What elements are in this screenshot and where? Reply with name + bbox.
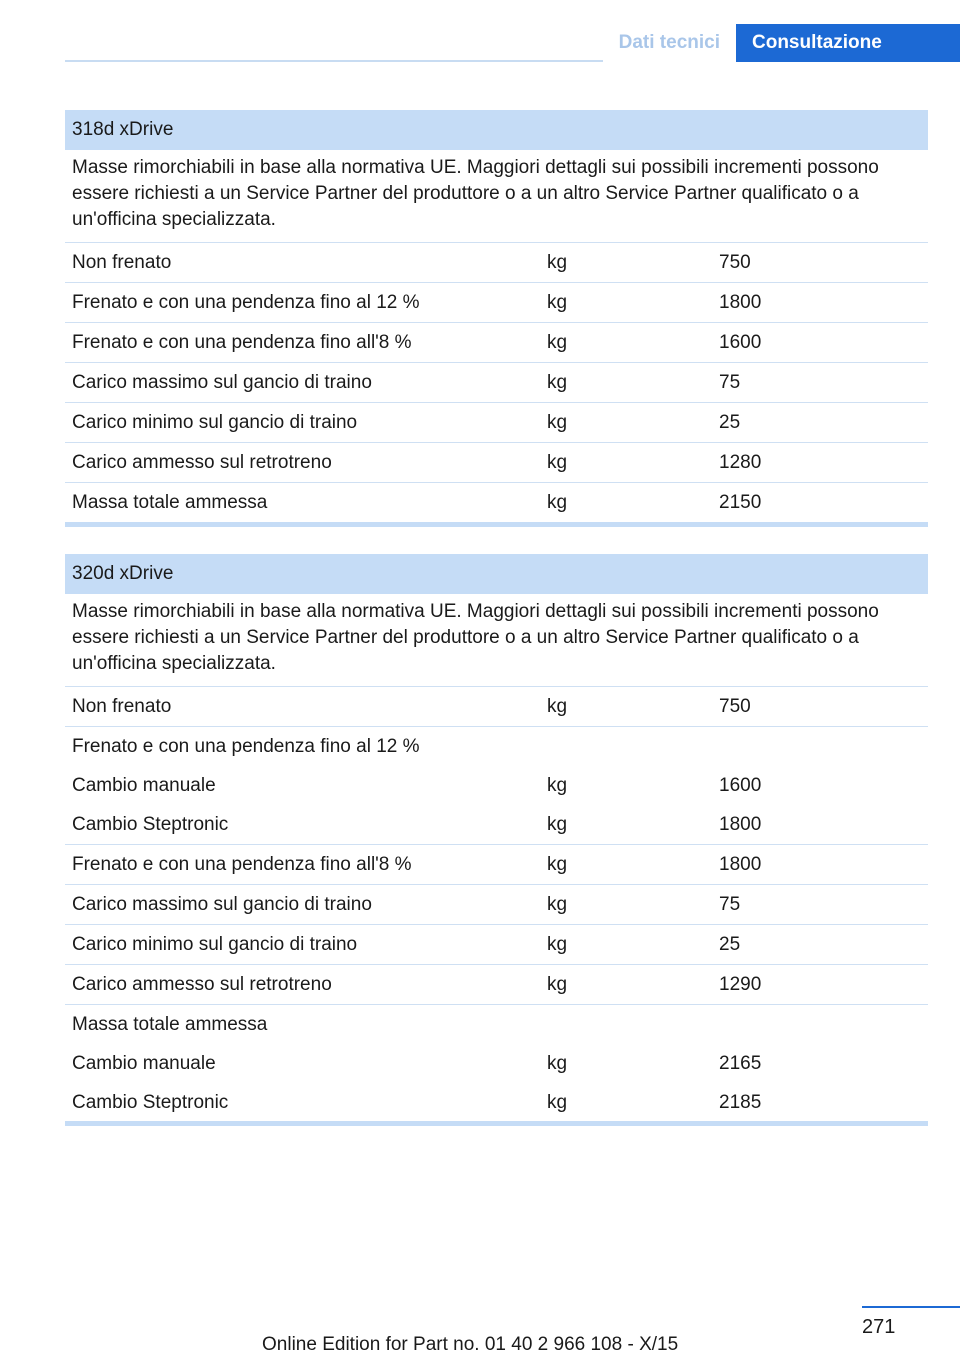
row-value: 1800 [719, 291, 762, 313]
row-unit: kg [547, 331, 568, 353]
row-label: Cambio Steptronic [72, 813, 229, 835]
row-label: Non frenato [72, 695, 172, 717]
table-row [65, 243, 928, 283]
row-value: 2150 [719, 491, 762, 513]
row-unit: kg [547, 291, 568, 313]
table-row [65, 323, 928, 363]
row-label: Carico ammesso sul retrotreno [72, 973, 332, 995]
table-row [65, 925, 928, 965]
row-label: Cambio manuale [72, 774, 216, 796]
row-label: Carico massimo sul gancio di traino [72, 893, 372, 915]
row-unit: kg [547, 813, 568, 835]
row-value: 1280 [719, 451, 762, 473]
row-value: 750 [719, 695, 751, 717]
table-row [65, 483, 928, 523]
row-label: Frenato e con una pendenza fino all'8 % [72, 331, 412, 353]
row-unit: kg [547, 933, 568, 955]
row-unit: kg [547, 695, 568, 717]
section-nav [603, 24, 960, 62]
row-value: 1600 [719, 774, 762, 796]
row-label: Carico massimo sul gancio di traino [72, 371, 372, 393]
row-value: 2185 [719, 1091, 762, 1113]
row-label: Carico minimo sul gancio di traino [72, 411, 358, 433]
table-row [65, 845, 928, 885]
row-unit: kg [547, 973, 568, 995]
table-intro: Masse rimorchiabili in base alla normativa UE. Maggiori dettagli sui possibili incrementi possono essere richiesti a un Service Partner del produttore o a un altro Service Partner qualificato o a un'officina specializzata. [65, 594, 928, 687]
page-number: 271 [862, 1316, 896, 1338]
table-row [65, 403, 928, 443]
table-row [65, 443, 928, 483]
row-unit: kg [547, 251, 568, 273]
row-label: Frenato e con una pendenza fino al 12 % [72, 291, 420, 313]
row-label: Cambio manuale [72, 1052, 216, 1074]
row-label: Massa totale ammessa [72, 1013, 268, 1035]
row-value: 75 [719, 371, 741, 393]
row-value: 75 [719, 893, 741, 915]
row-label: Carico minimo sul gancio di traino [72, 933, 358, 955]
row-value: 1800 [719, 813, 762, 835]
table-title: 318d xDrive [65, 110, 928, 150]
row-value: 1600 [719, 331, 762, 353]
row-unit: kg [547, 451, 568, 473]
table-row [65, 1083, 928, 1122]
row-unit: kg [547, 1091, 568, 1113]
table-row [65, 965, 928, 1005]
row-unit: kg [547, 491, 568, 513]
row-value: 1800 [719, 853, 762, 875]
row-unit: kg [547, 411, 568, 433]
table-end-rule [65, 522, 928, 527]
table-row [65, 805, 928, 845]
row-unit: kg [547, 774, 568, 796]
table-intro: Masse rimorchiabili in base alla normativa UE. Maggiori dettagli sui possibili incrementi possono essere richiesti a un Service Partner del produttore o a un altro Service Partner qualificato o a un'officina specializzata. [65, 150, 928, 243]
row-value: 25 [719, 933, 741, 955]
row-label: Frenato e con una pendenza fino all'8 % [72, 853, 412, 875]
table-row-group [65, 727, 928, 766]
row-unit: kg [547, 1052, 568, 1074]
table-320d-xdrive [65, 554, 928, 1126]
row-unit: kg [547, 853, 568, 875]
footer-rule [862, 1306, 960, 1308]
table-row-group [65, 1005, 928, 1044]
row-value: 750 [719, 251, 751, 273]
table-row [65, 1044, 928, 1083]
table-row [65, 766, 928, 805]
row-label: Massa totale ammessa [72, 491, 268, 513]
row-value: 2165 [719, 1052, 762, 1074]
row-label: Cambio Steptronic [72, 1091, 229, 1113]
table-318d-xdrive [65, 110, 928, 527]
table-row [65, 885, 928, 925]
row-unit: kg [547, 371, 568, 393]
row-label: Frenato e con una pendenza fino al 12 % [72, 735, 420, 757]
row-unit: kg [547, 893, 568, 915]
tab-dati-tecnici[interactable]: Dati tecnici [603, 24, 736, 62]
table-end-rule [65, 1121, 928, 1126]
table-row [65, 363, 928, 403]
table-title: 320d xDrive [65, 554, 928, 594]
table-row [65, 283, 928, 323]
row-value: 1290 [719, 973, 762, 995]
row-label: Non frenato [72, 251, 172, 273]
row-label: Carico ammesso sul retrotreno [72, 451, 332, 473]
edition-note: Online Edition for Part no. 01 40 2 966 108 - X/15 [262, 1334, 679, 1355]
tab-consultazione[interactable]: Consultazione [736, 24, 960, 62]
row-value: 25 [719, 411, 741, 433]
table-row [65, 687, 928, 727]
